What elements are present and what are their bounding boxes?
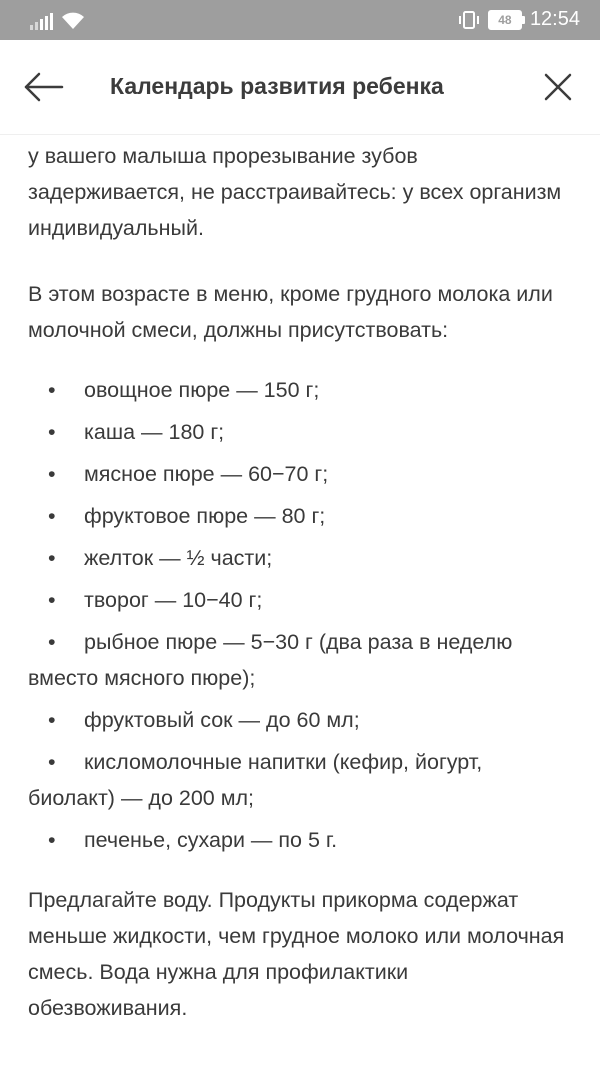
list-item-text: кисломолочные напитки (кефир, йогурт, биолакт) — до 200 мл; bbox=[28, 750, 483, 810]
bullet: • bbox=[48, 750, 56, 774]
list-item bbox=[28, 822, 572, 858]
list-item bbox=[28, 702, 572, 738]
menu-paragraph: В этом возрасте в меню, кроме грудного молока или молочной смеси, должны присутствовать: bbox=[28, 282, 553, 342]
list-item-text: фруктовое пюре — 80 г; bbox=[84, 504, 326, 528]
list-item bbox=[28, 456, 572, 492]
clock: 12:54 bbox=[529, 8, 580, 30]
list-item-text: каша — 180 г; bbox=[84, 420, 225, 444]
list-item-text: рыбное пюре — 5−30 г (два раза в неделю вместо мясного пюре); bbox=[28, 630, 513, 690]
arrow-left-icon bbox=[22, 67, 66, 107]
list-item bbox=[28, 372, 572, 408]
list-item-text: мясное пюре — 60−70 г; bbox=[84, 462, 329, 486]
back-button[interactable] bbox=[22, 67, 72, 107]
close-icon bbox=[538, 67, 578, 107]
bullet: • bbox=[48, 420, 56, 444]
bullet: • bbox=[48, 504, 56, 528]
bullet: • bbox=[48, 378, 56, 402]
list-item bbox=[28, 582, 572, 618]
page-title: Календарь развития ребенка bbox=[110, 73, 444, 99]
list-item bbox=[28, 498, 572, 534]
intro-paragraph: у вашего малыша прорезывание зубов задерживается, не расстраивайтесь: у всех организм индивидуальный. bbox=[28, 144, 562, 240]
food-list bbox=[28, 372, 572, 858]
connectivity-indicators bbox=[30, 10, 85, 30]
close-button[interactable] bbox=[538, 67, 578, 107]
list-item-text: печенье, сухари — по 5 г. bbox=[84, 828, 338, 852]
list-item bbox=[28, 744, 572, 816]
vibrate-icon bbox=[458, 10, 480, 30]
list-item-text: желток — ½ части; bbox=[84, 546, 273, 570]
bullet: • bbox=[48, 546, 56, 570]
article-content bbox=[28, 138, 572, 1026]
app-bar bbox=[0, 40, 600, 135]
list-item bbox=[28, 540, 572, 576]
list-item bbox=[28, 624, 572, 696]
list-item-text: творог — 10−40 г; bbox=[84, 588, 263, 612]
bullet: • bbox=[48, 708, 56, 732]
cellular-signal-icon bbox=[30, 12, 53, 30]
list-item-text: овощное пюре — 150 г; bbox=[84, 378, 320, 402]
list-item bbox=[28, 414, 572, 450]
bullet: • bbox=[48, 828, 56, 852]
list-item-text: фруктовый сок — до 60 мл; bbox=[84, 708, 360, 732]
status-indicators bbox=[458, 8, 580, 31]
bullet: • bbox=[48, 588, 56, 612]
battery-icon: 48 bbox=[488, 10, 522, 30]
bullet: • bbox=[48, 630, 56, 654]
status-bar bbox=[0, 0, 600, 40]
water-paragraph: Предлагайте воду. Продукты прикорма содержат меньше жидкости, чем грудное молоко или молочная смесь. Вода нужна для профилактики обезвоживания. bbox=[28, 888, 565, 1020]
bullet: • bbox=[48, 462, 56, 486]
wifi-icon bbox=[61, 12, 85, 30]
